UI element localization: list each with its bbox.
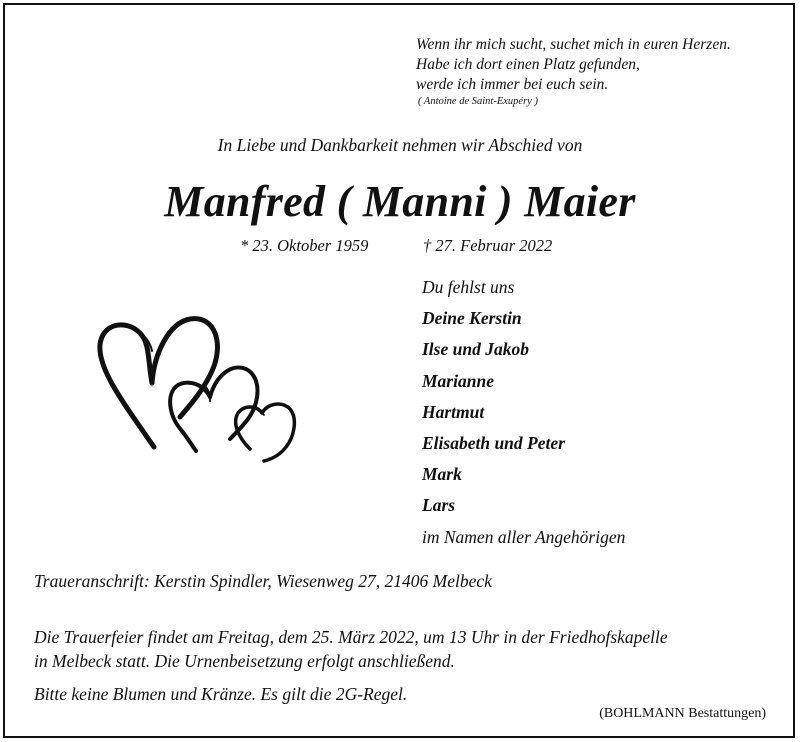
mourner-name: Marianne — [422, 370, 494, 391]
three-hearts-icon — [92, 305, 312, 465]
ceremony-line-1: Die Trauerfeier findet am Freitag, dem 25. März 2022, um 13 Uhr in der Friedhofskapelle — [34, 627, 668, 647]
mourner-name: Deine Kerstin — [422, 308, 522, 329]
mourner-name: Hartmut — [422, 401, 485, 422]
ceremony-line-2: in Melbeck statt. Die Urnenbeisetzung erfolgt anschließend. — [34, 651, 455, 671]
poem-line-1: Wenn ihr mich sucht, suchet mich in euren Herzen. — [416, 36, 731, 53]
mourner-name: Mark — [422, 464, 462, 485]
poem-line-3: werde ich immer bei euch sein. — [416, 76, 609, 93]
ceremony-info — [34, 625, 784, 673]
intro-text: In Liebe und Dankbarkeit nehmen wir Abschied von — [217, 135, 583, 155]
death-date: † 27. Februar 2022 — [423, 236, 553, 255]
flower-request: Bitte keine Blumen und Kränze. Es gilt die 2G-Regel. — [34, 684, 408, 704]
mourning-address: Traueranschrift: Kerstin Spindler, Wiesenweg 27, 21406 Melbeck — [34, 571, 492, 591]
undertaker-credit: (BOHLMANN Bestattungen) — [599, 706, 766, 721]
mourners-list — [422, 277, 625, 558]
poem-author: ( Antoine de Saint-Exupéry ) — [418, 96, 538, 107]
mourners-closing: im Namen aller Angehörigen — [422, 526, 626, 547]
mourner-name: Ilse und Jakob — [422, 339, 529, 360]
mourner-name: Elisabeth und Peter — [422, 432, 565, 453]
poem-line-2: Habe ich dort einen Platz gefunden, — [416, 56, 640, 73]
mourners-opening: Du fehlst uns — [422, 277, 515, 297]
birth-date: * 23. Oktober 1959 — [240, 236, 369, 255]
deceased-name: Manfred ( Manni ) Maier — [164, 177, 636, 226]
mourner-name: Lars — [422, 495, 456, 516]
poem — [416, 35, 731, 109]
